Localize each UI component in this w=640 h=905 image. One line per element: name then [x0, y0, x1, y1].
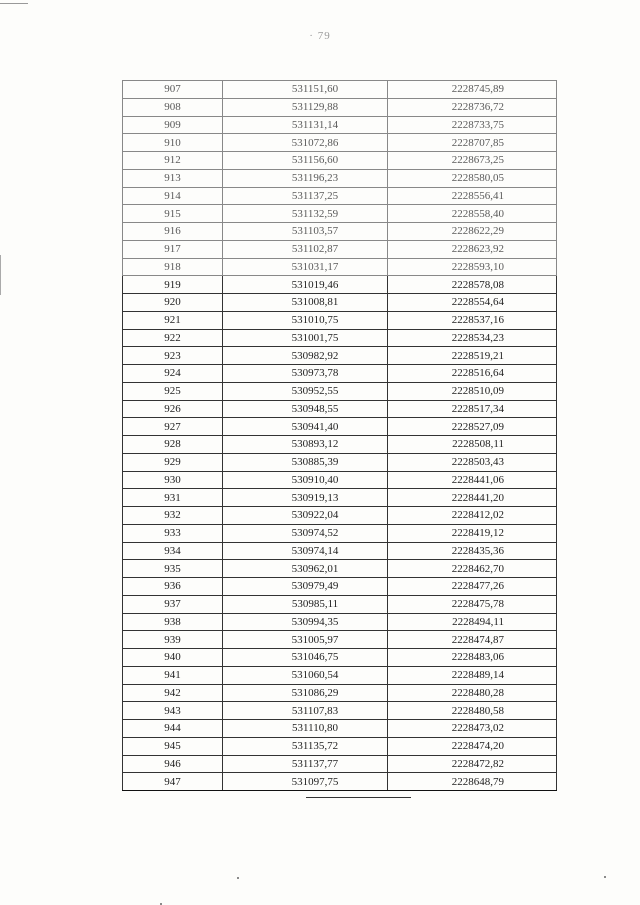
x-coordinate-cell: 530974,14 [223, 542, 388, 560]
y-coordinate-cell: 2228441,20 [388, 489, 557, 507]
table-row [123, 205, 557, 223]
point-number-cell: 921 [123, 311, 223, 329]
x-coordinate-cell: 530979,49 [223, 578, 388, 596]
point-number-cell: 935 [123, 560, 223, 578]
point-number-cell: 930 [123, 471, 223, 489]
x-coordinate-cell: 531097,75 [223, 773, 388, 791]
table-row [123, 187, 557, 205]
x-coordinate-cell: 531086,29 [223, 684, 388, 702]
table-row [123, 116, 557, 134]
x-coordinate-cell: 530974,52 [223, 524, 388, 542]
scan-edge-mark [0, 3, 28, 4]
table-row [123, 578, 557, 596]
point-number-cell: 915 [123, 205, 223, 223]
x-coordinate-cell: 530985,11 [223, 595, 388, 613]
table-row [123, 453, 557, 471]
coordinate-table-body [123, 81, 557, 791]
table-row [123, 382, 557, 400]
y-coordinate-cell: 2228477,26 [388, 578, 557, 596]
table-row [123, 720, 557, 738]
table-row [123, 613, 557, 631]
scan-speck [604, 876, 606, 878]
point-number-cell: 933 [123, 524, 223, 542]
x-coordinate-cell: 531010,75 [223, 311, 388, 329]
table-row [123, 702, 557, 720]
point-number-cell: 920 [123, 294, 223, 312]
y-coordinate-cell: 2228707,85 [388, 134, 557, 152]
table-row [123, 489, 557, 507]
x-coordinate-cell: 530922,04 [223, 507, 388, 525]
x-coordinate-cell: 531046,75 [223, 649, 388, 667]
point-number-cell: 943 [123, 702, 223, 720]
table-row [123, 649, 557, 667]
y-coordinate-cell: 2228733,75 [388, 116, 557, 134]
x-coordinate-cell: 531072,86 [223, 134, 388, 152]
scan-speck [237, 877, 239, 879]
y-coordinate-cell: 2228475,78 [388, 595, 557, 613]
table-row [123, 240, 557, 258]
table-row [123, 152, 557, 170]
point-number-cell: 940 [123, 649, 223, 667]
y-coordinate-cell: 2228474,87 [388, 631, 557, 649]
y-coordinate-cell: 2228736,72 [388, 98, 557, 116]
table-row [123, 631, 557, 649]
y-coordinate-cell: 2228623,92 [388, 240, 557, 258]
y-coordinate-cell: 2228474,20 [388, 737, 557, 755]
x-coordinate-cell: 531060,54 [223, 666, 388, 684]
y-coordinate-cell: 2228554,64 [388, 294, 557, 312]
coordinate-table [122, 80, 557, 791]
point-number-cell: 913 [123, 169, 223, 187]
point-number-cell: 925 [123, 382, 223, 400]
point-number-cell: 912 [123, 152, 223, 170]
x-coordinate-cell: 530941,40 [223, 418, 388, 436]
point-number-cell: 928 [123, 436, 223, 454]
table-row [123, 365, 557, 383]
point-number-cell: 929 [123, 453, 223, 471]
bottom-rule [306, 797, 411, 798]
x-coordinate-cell: 531137,77 [223, 755, 388, 773]
x-coordinate-cell: 530952,55 [223, 382, 388, 400]
x-coordinate-cell: 531110,80 [223, 720, 388, 738]
y-coordinate-cell: 2228441,06 [388, 471, 557, 489]
x-coordinate-cell: 530885,39 [223, 453, 388, 471]
table-row [123, 737, 557, 755]
point-number-cell: 914 [123, 187, 223, 205]
x-coordinate-cell: 530948,55 [223, 400, 388, 418]
table-row [123, 258, 557, 276]
table-row [123, 524, 557, 542]
y-coordinate-cell: 2228412,02 [388, 507, 557, 525]
table-row [123, 98, 557, 116]
point-number-cell: 931 [123, 489, 223, 507]
y-coordinate-cell: 2228673,25 [388, 152, 557, 170]
x-coordinate-cell: 531019,46 [223, 276, 388, 294]
y-coordinate-cell: 2228508,11 [388, 436, 557, 454]
y-coordinate-cell: 2228510,09 [388, 382, 557, 400]
x-coordinate-cell: 530919,13 [223, 489, 388, 507]
x-coordinate-cell: 530982,92 [223, 347, 388, 365]
y-coordinate-cell: 2228534,23 [388, 329, 557, 347]
y-coordinate-cell: 2228503,43 [388, 453, 557, 471]
point-number-cell: 918 [123, 258, 223, 276]
point-number-cell: 944 [123, 720, 223, 738]
x-coordinate-cell: 531001,75 [223, 329, 388, 347]
x-coordinate-cell: 531031,17 [223, 258, 388, 276]
point-number-cell: 926 [123, 400, 223, 418]
table-row [123, 471, 557, 489]
x-coordinate-cell: 530910,40 [223, 471, 388, 489]
x-coordinate-cell: 530994,35 [223, 613, 388, 631]
point-number-cell: 908 [123, 98, 223, 116]
point-number-cell: 919 [123, 276, 223, 294]
point-number-cell: 934 [123, 542, 223, 560]
scan-edge-mark [0, 255, 1, 295]
table-row [123, 276, 557, 294]
x-coordinate-cell: 530973,78 [223, 365, 388, 383]
y-coordinate-cell: 2228580,05 [388, 169, 557, 187]
x-coordinate-cell: 531103,57 [223, 223, 388, 241]
point-number-cell: 945 [123, 737, 223, 755]
table-row [123, 542, 557, 560]
point-number-cell: 923 [123, 347, 223, 365]
table-row [123, 329, 557, 347]
x-coordinate-cell: 531132,59 [223, 205, 388, 223]
table-row [123, 169, 557, 187]
point-number-cell: 927 [123, 418, 223, 436]
point-number-cell: 942 [123, 684, 223, 702]
table-row [123, 436, 557, 454]
table-row [123, 81, 557, 99]
point-number-cell: 946 [123, 755, 223, 773]
point-number-cell: 909 [123, 116, 223, 134]
x-coordinate-cell: 531196,23 [223, 169, 388, 187]
y-coordinate-cell: 2228494,11 [388, 613, 557, 631]
point-number-cell: 917 [123, 240, 223, 258]
x-coordinate-cell: 530962,01 [223, 560, 388, 578]
x-coordinate-cell: 531129,88 [223, 98, 388, 116]
point-number-cell: 916 [123, 223, 223, 241]
point-number-cell: 922 [123, 329, 223, 347]
table-row [123, 294, 557, 312]
y-coordinate-cell: 2228462,70 [388, 560, 557, 578]
y-coordinate-cell: 2228556,41 [388, 187, 557, 205]
table-row [123, 507, 557, 525]
x-coordinate-cell: 530893,12 [223, 436, 388, 454]
point-number-cell: 939 [123, 631, 223, 649]
x-coordinate-cell: 531008,81 [223, 294, 388, 312]
point-number-cell: 936 [123, 578, 223, 596]
y-coordinate-cell: 2228435,36 [388, 542, 557, 560]
y-coordinate-cell: 2228593,10 [388, 258, 557, 276]
point-number-cell: 947 [123, 773, 223, 791]
x-coordinate-cell: 531107,83 [223, 702, 388, 720]
point-number-cell: 941 [123, 666, 223, 684]
x-coordinate-cell: 531005,97 [223, 631, 388, 649]
y-coordinate-cell: 2228472,82 [388, 755, 557, 773]
x-coordinate-cell: 531156,60 [223, 152, 388, 170]
point-number-cell: 924 [123, 365, 223, 383]
table-row [123, 400, 557, 418]
point-number-cell: 932 [123, 507, 223, 525]
y-coordinate-cell: 2228483,06 [388, 649, 557, 667]
x-coordinate-cell: 531151,60 [223, 81, 388, 99]
x-coordinate-cell: 531131,14 [223, 116, 388, 134]
y-coordinate-cell: 2228537,16 [388, 311, 557, 329]
table-row [123, 418, 557, 436]
table-row [123, 595, 557, 613]
table-row [123, 311, 557, 329]
y-coordinate-cell: 2228516,64 [388, 365, 557, 383]
y-coordinate-cell: 2228527,09 [388, 418, 557, 436]
y-coordinate-cell: 2228648,79 [388, 773, 557, 791]
x-coordinate-cell: 531135,72 [223, 737, 388, 755]
y-coordinate-cell: 2228622,29 [388, 223, 557, 241]
y-coordinate-cell: 2228480,28 [388, 684, 557, 702]
point-number-cell: 938 [123, 613, 223, 631]
table-row [123, 347, 557, 365]
table-row [123, 560, 557, 578]
table-row [123, 134, 557, 152]
y-coordinate-cell: 2228578,08 [388, 276, 557, 294]
table-row [123, 773, 557, 791]
point-number-cell: 907 [123, 81, 223, 99]
table-row [123, 684, 557, 702]
y-coordinate-cell: 2228745,89 [388, 81, 557, 99]
x-coordinate-cell: 531137,25 [223, 187, 388, 205]
table-row [123, 755, 557, 773]
y-coordinate-cell: 2228480,58 [388, 702, 557, 720]
y-coordinate-cell: 2228519,21 [388, 347, 557, 365]
x-coordinate-cell: 531102,87 [223, 240, 388, 258]
table-row [123, 223, 557, 241]
y-coordinate-cell: 2228473,02 [388, 720, 557, 738]
table-row [123, 666, 557, 684]
point-number-cell: 910 [123, 134, 223, 152]
point-number-cell: 937 [123, 595, 223, 613]
y-coordinate-cell: 2228489,14 [388, 666, 557, 684]
y-coordinate-cell: 2228517,34 [388, 400, 557, 418]
y-coordinate-cell: 2228558,40 [388, 205, 557, 223]
y-coordinate-cell: 2228419,12 [388, 524, 557, 542]
page-number: · 79 [309, 30, 331, 42]
